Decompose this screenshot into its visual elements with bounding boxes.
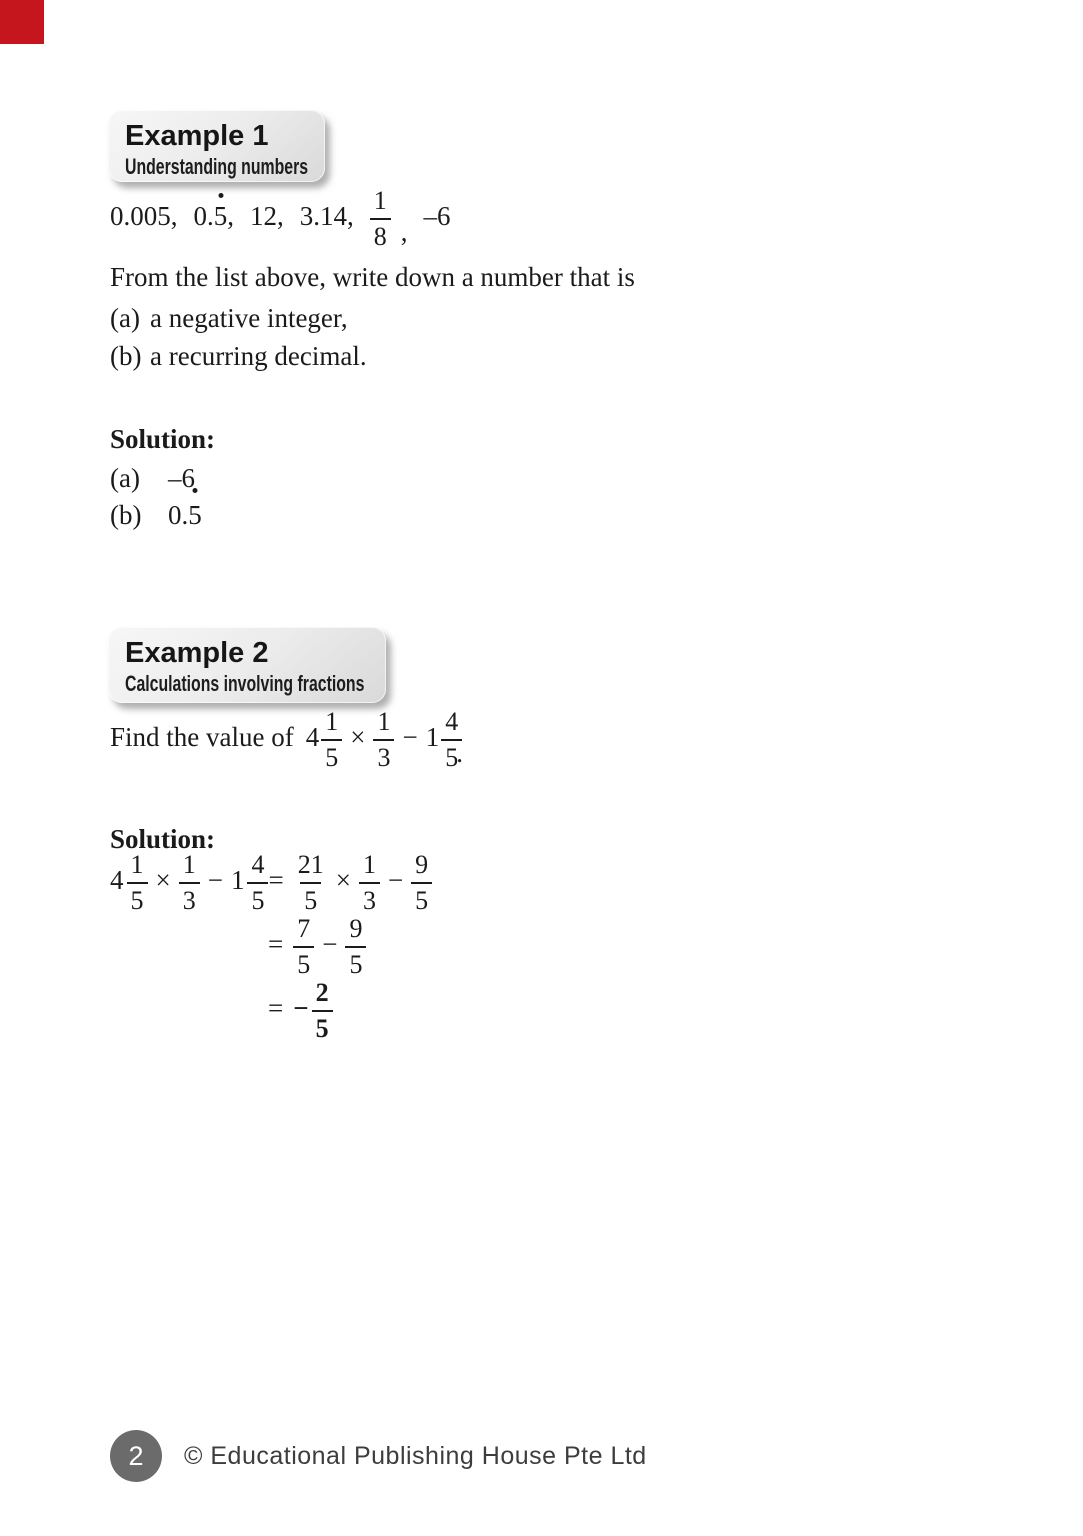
fraction-numerator: 1 [362, 850, 376, 879]
times-operator: × [350, 721, 366, 752]
fraction-denominator: 5 [441, 739, 462, 771]
working-row-3 [110, 980, 432, 1042]
fraction-denominator: 3 [373, 739, 394, 771]
recurring-prefix: 0. [193, 200, 214, 231]
number-item: 0.005, [110, 200, 178, 231]
fraction-denominator: 5 [247, 882, 268, 914]
fraction [179, 852, 200, 914]
minus-sign: − [293, 992, 309, 1023]
fraction-numerator: 2 [315, 978, 329, 1007]
part-text: a recurring decimal. [150, 341, 367, 371]
row1-left-side [110, 852, 268, 914]
working-row-2 [110, 916, 432, 978]
fraction-numerator: 1 [373, 186, 387, 215]
equals-sign: = [268, 928, 284, 959]
example1-number-list [110, 186, 451, 252]
fraction [127, 852, 148, 914]
fraction [373, 709, 394, 771]
whole-number: 1 [230, 864, 245, 895]
fraction [345, 916, 366, 978]
fraction-numerator: 1 [325, 707, 339, 736]
example2-subtitle: Calculations involving fractions [125, 670, 365, 696]
example2-working [110, 852, 432, 1044]
number-item-recurring [194, 201, 235, 232]
row3-right-side [293, 980, 332, 1042]
fraction-numerator: 4 [251, 850, 265, 879]
mixed-number [306, 709, 343, 771]
number-item: 12, [250, 200, 284, 231]
example2-question [110, 707, 463, 773]
whole-number: 4 [305, 721, 320, 752]
recurring-prefix: 0. [168, 500, 189, 530]
fraction-denominator: 5 [411, 882, 432, 914]
page-number: 2 [128, 1440, 144, 1471]
example1-part-b [110, 337, 367, 375]
example1-question: From the list above, write down a number that is [110, 262, 635, 292]
answer-value-recurring [168, 496, 202, 534]
fraction-comma: , [400, 216, 408, 247]
fraction [359, 852, 380, 914]
minus-operator: − [387, 864, 404, 895]
example2-header-box [108, 627, 386, 703]
example1-part-a [110, 299, 348, 337]
equals-sign: = [268, 992, 284, 1023]
fraction [411, 852, 432, 914]
minus-operator: − [207, 864, 223, 895]
fraction [321, 709, 342, 771]
working-row-1 [110, 852, 432, 914]
times-operator: × [155, 864, 171, 895]
minus-operator: − [402, 721, 418, 752]
fraction-denominator: 3 [359, 882, 380, 914]
example2-title: Example 2 [125, 637, 269, 669]
example1-title: Example 1 [125, 120, 269, 152]
fraction-denominator: 5 [127, 882, 148, 914]
row2-right-side [293, 916, 366, 978]
fraction [293, 916, 314, 978]
final-answer-fraction [312, 980, 333, 1042]
fraction-denominator: 3 [179, 882, 200, 914]
part-label: (b) [110, 341, 142, 371]
recurring-digit: 5 [188, 496, 202, 534]
page-number-badge [110, 1430, 162, 1482]
answer-label: (b) [110, 500, 142, 530]
part-label: (a) [110, 303, 140, 333]
number-item: 3.14, [299, 200, 354, 231]
fraction-denominator: 5 [312, 1010, 333, 1042]
copyright-notice: © Educational Publishing House Pte Ltd [184, 1442, 647, 1470]
fraction-numerator: 7 [297, 914, 311, 943]
example1-header-box [108, 110, 325, 182]
fraction-denominator: 5 [293, 946, 314, 978]
chapter-corner-tab [0, 0, 44, 44]
example1-answer-b [110, 496, 202, 534]
times-operator: × [335, 864, 351, 895]
minus-operator: − [322, 928, 338, 959]
fraction-numerator: 9 [415, 850, 429, 879]
whole-number: 4 [110, 864, 124, 895]
fraction [247, 852, 268, 914]
answer-label: (a) [110, 463, 140, 493]
recurring-comma: , [227, 200, 234, 231]
period: . [456, 737, 463, 768]
fraction-denominator: 8 [370, 218, 391, 250]
equals-sign: = [268, 864, 284, 895]
number-item: –6 [423, 200, 451, 231]
example1-subtitle: Understanding numbers [125, 153, 309, 179]
question-prefix: Find the value of [110, 721, 294, 752]
part-text: a negative integer, [150, 303, 348, 333]
fraction-numerator: 21 [297, 850, 324, 879]
answer-value: –6 [168, 463, 195, 493]
fraction-denominator: 5 [345, 946, 366, 978]
example1-solution-heading: Solution: [110, 424, 216, 454]
fraction-numerator: 1 [377, 707, 391, 736]
fraction-one-eighth [370, 188, 391, 250]
example1-answer-a [110, 459, 195, 497]
fraction-denominator: 5 [321, 739, 342, 771]
fraction-numerator: 1 [130, 850, 144, 879]
fraction [294, 852, 328, 914]
row1-right-side [294, 852, 432, 914]
fraction-denominator: 5 [300, 882, 321, 914]
whole-number: 1 [425, 721, 440, 752]
fraction-numerator: 9 [349, 914, 363, 943]
example2-solution-heading: Solution: [110, 824, 216, 854]
fraction-numerator: 4 [445, 707, 459, 736]
fraction-numerator: 1 [182, 850, 196, 879]
recurring-digit: 5 [213, 200, 228, 231]
